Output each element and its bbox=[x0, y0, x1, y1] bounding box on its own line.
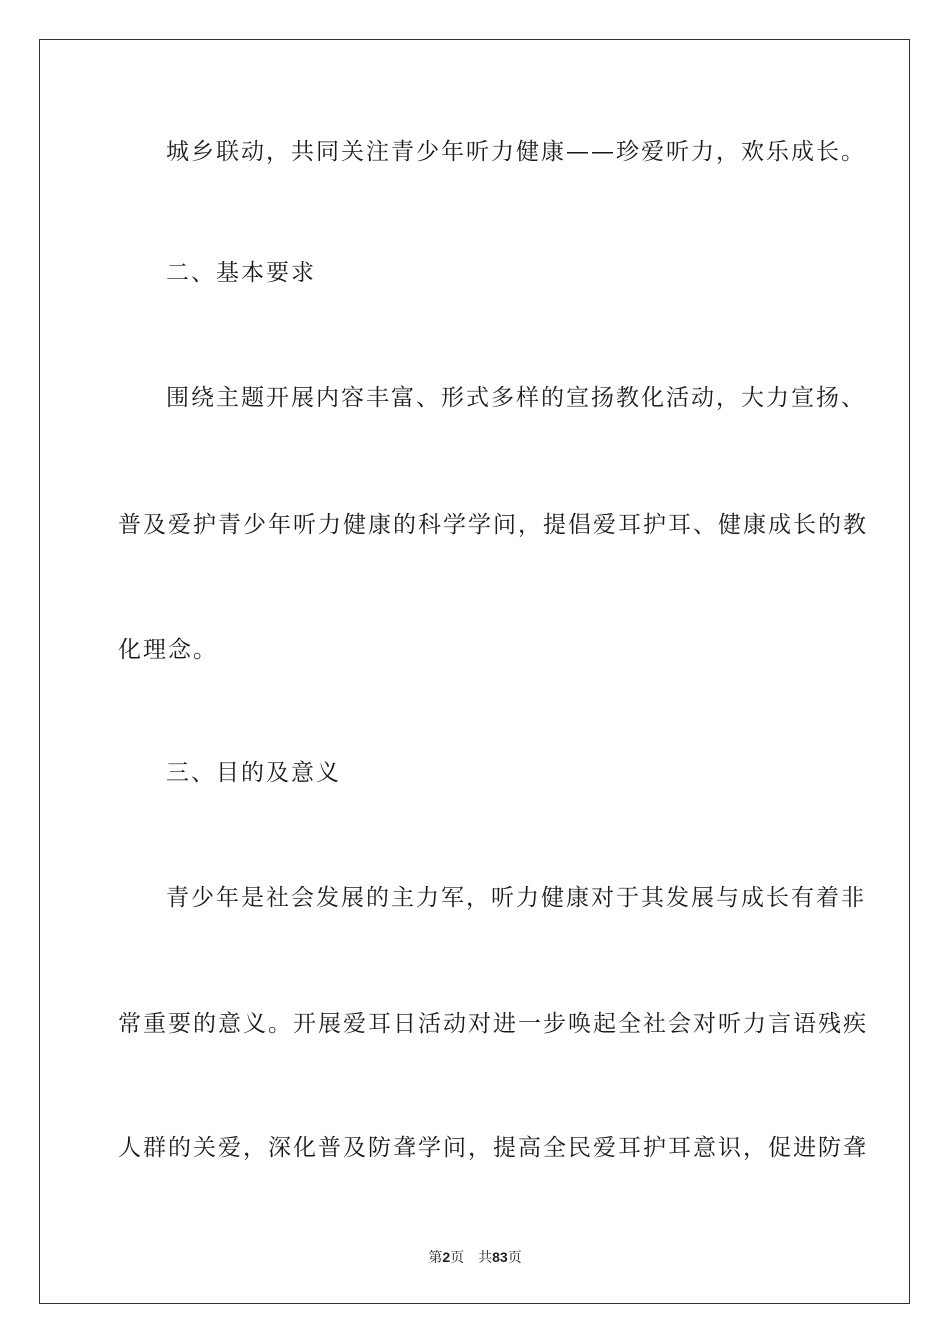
page-frame bbox=[39, 39, 910, 1304]
section-heading: 三、目的及意义 bbox=[166, 760, 341, 786]
body-paragraph-line: 常重要的意义。开展爱耳日活动对进一步唤起全社会对听力言语残疾 bbox=[118, 1011, 868, 1037]
body-paragraph-line: 城乡联动，共同关注青少年听力健康——珍爱听力，欢乐成长。 bbox=[166, 139, 866, 165]
body-paragraph-line: 普及爱护青少年听力健康的科学学问，提倡爱耳护耳、健康成长的教 bbox=[118, 512, 868, 538]
body-paragraph-line: 围绕主题开展内容丰富、形式多样的宣扬教化活动，大力宣扬、 bbox=[166, 385, 866, 411]
body-paragraph-line: 化理念。 bbox=[118, 637, 218, 663]
total-prefix: 共 bbox=[478, 1250, 493, 1266]
page-footer bbox=[0, 1248, 950, 1267]
total-suffix: 页 bbox=[507, 1250, 522, 1266]
body-paragraph-line: 青少年是社会发展的主力军，听力健康对于其发展与成长有着非 bbox=[166, 885, 866, 911]
page-suffix: 页 bbox=[450, 1250, 465, 1266]
body-paragraph-line: 人群的关爱，深化普及防聋学问，提高全民爱耳护耳意识，促进防聋 bbox=[118, 1135, 868, 1161]
total-pages: 83 bbox=[492, 1249, 508, 1265]
page-prefix: 第 bbox=[428, 1250, 443, 1266]
section-heading: 二、基本要求 bbox=[166, 260, 316, 286]
page-number: 2 bbox=[442, 1249, 451, 1265]
